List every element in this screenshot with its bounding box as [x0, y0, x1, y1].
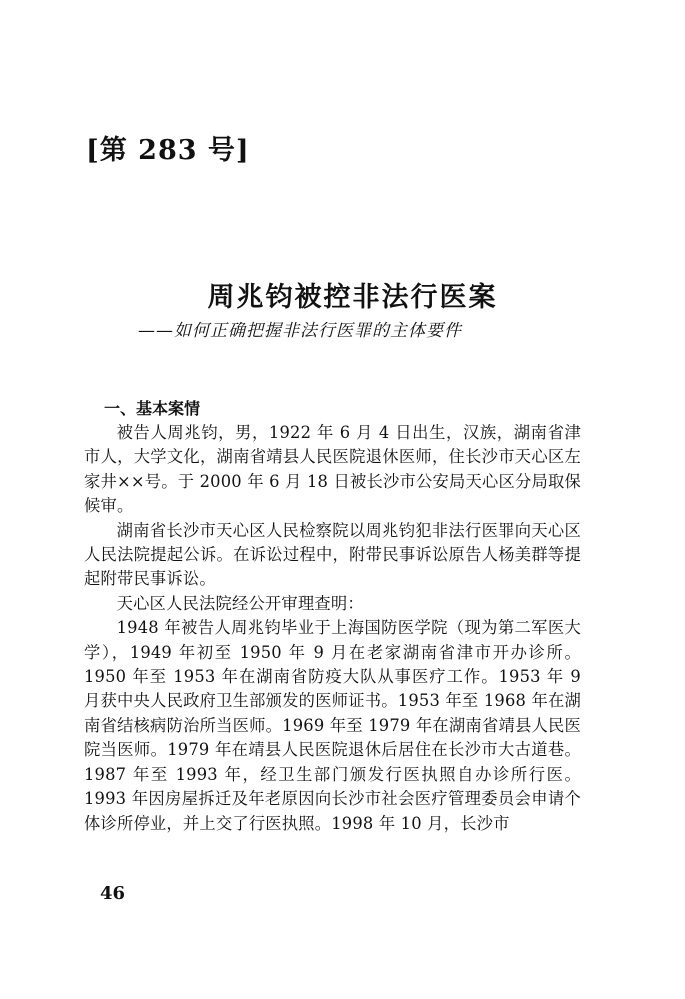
- section-heading: 一、基本案情: [104, 399, 201, 418]
- paragraph-court-findings-intro: 天心区人民法院经公开审理查明：: [116, 593, 364, 613]
- case-subtitle: ——如何正确把握非法行医罪的主体要件: [138, 321, 462, 341]
- paragraph-prosecution: 湖南省长沙市天心区人民检察院以周兆钧犯非法行医罪向天心区人民法院提起公诉。在诉讼过程中，附带民事诉讼原告人杨美群等提起附带民事诉讼。: [84, 520, 581, 589]
- body-text: [84, 421, 581, 836]
- case-title: 周兆钧被控非法行医案: [207, 282, 498, 313]
- page-number: 46: [100, 883, 126, 904]
- paragraph-defendant-info: 被告人周兆钧，男，1922 年 6 月 4 日出生，汉族，湖南省津市人，大学文化，湖南省靖县人民医院退休医师，住长沙市天心区左家井××号。于 2000 年 6 月 18 日被长沙市公安局天心区分局取保候审。: [84, 423, 581, 516]
- case-number: [第 283 号]: [86, 135, 250, 166]
- paragraph-defendant-history: 1948 年被告人周兆钧毕业于上海国防医学院（现为第二军医大学），1949 年初至 1950 年 9 月在老家湖南省津市开办诊所。1950 年至 1953 年在湖南省防疫大队从事医疗工作。1953 年 9 月获中央人民政府卫生部颁发的医师证书。1953 年至 1968 年在湖南省结核病防治所当医师。1969 年至 1979 年在湖南省靖县人民医院当医师。1979 年在靖县人民医院退休后居住在长沙市大古道巷。1987 年至 1993 年，经卫生部门颁发行医执照自办诊所行医。1993 年因房屋拆迁及年老原因向长沙市社会医疗管理委员会申请个体诊所停业，并上交了行医执照。1998 年 10 月，长沙市: [84, 618, 581, 833]
